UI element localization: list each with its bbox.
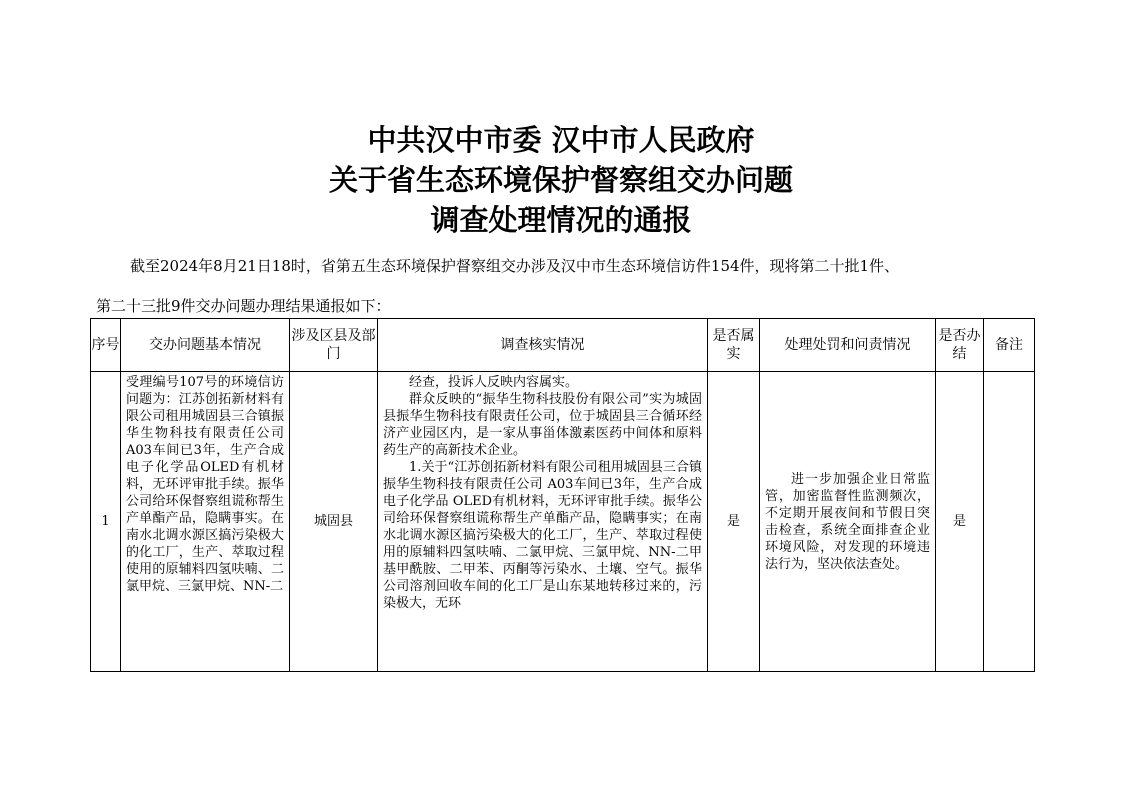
cell-district: 城固县 <box>290 372 378 672</box>
title-line-3: 调查处理情况的通报 <box>430 203 692 237</box>
header-closed: 是否办结 <box>936 319 984 372</box>
header-basic: 交办问题基本情况 <box>121 319 290 372</box>
header-note: 备注 <box>984 319 1035 372</box>
title-line-2: 关于省生态环境保护督察组交办问题 <box>328 163 793 197</box>
cell-investigation <box>378 372 707 671</box>
table-row <box>91 372 1035 672</box>
investigation-para-0: 经查，投诉人反映内容属实。 <box>409 375 579 390</box>
cell-handling: 进一步加强企业日常监管，加密监督性监测频次，不定期开展夜间和节假日突击检查，系统全面排查企业环境风险，对发现的环境违法行为，坚决依法查处。 <box>765 471 930 572</box>
investigation-para-2: 1.关于“江苏创拓新材料有限公司租用城固县三合镇振华生物科技有限责任公司 A03车间已3年，生产合成电子化学品 OLED有机材料，无环评审批手续。振华公司给环保督察组谎称帮生产单酯产品，隐瞒事实；在南水北调水源区搞污染极大的化工厂，生产、萃取过程使用的原辅料四氢呋喃、二氯甲烷、三氯甲烷、NN-二甲基甲酰胺、二甲苯、丙酮等污染水、土壤、空气。振华公司溶剂回收车间的化工厂是山东某地转移过来的，污染极大，无环 <box>383 460 702 611</box>
header-district: 涉及区县及部门 <box>290 319 378 372</box>
intro-line-1: 截至2024年8月21日18时，省第五生态环境保护督察组交办涉及汉中市生态环境信访件154件，现将第二十批1件、 <box>130 257 900 275</box>
intro-line-2: 第二十三批9件交办问题办理结果通报如下： <box>96 297 391 315</box>
table-header-row <box>91 319 1035 372</box>
cell-note <box>984 372 1035 672</box>
title-line-1: 中共汉中市委 汉中市人民政府 <box>367 123 755 157</box>
report-table <box>90 318 1035 672</box>
cell-closed: 是 <box>936 372 984 672</box>
header-investigation: 调查核实情况 <box>378 319 708 372</box>
investigation-para-1: 群众反映的“振华生物科技股份有限公司”实为城固县振华生物科技有限责任公司，位于城固县三合循环经济产业园区内，是一家从事甾体激素医药中间体和原料药生产的高新技术企业。 <box>383 392 702 458</box>
header-verified: 是否属实 <box>708 319 760 372</box>
cell-verified: 是 <box>708 372 760 672</box>
header-seq: 序号 <box>91 319 121 372</box>
header-handling: 处理处罚和问责情况 <box>760 319 936 372</box>
cell-basic: 受理编号107号的环境信访问题为：江苏创拓新材料有限公司租用城固县三合镇振华生物科技有限责任公司A03车间已3年，生产合成电子化学品OLED有机材料，无环评审批手续。振华公司给环保督察组谎称帮生产单酯产品，隐瞒事实。在南水北调水源区搞污染极大的化工厂，生产、萃取过程使用的原辅料四氢呋喃、二氯甲烷、三氯甲烷、NN-二 <box>126 375 284 594</box>
cell-seq: 1 <box>91 372 121 672</box>
